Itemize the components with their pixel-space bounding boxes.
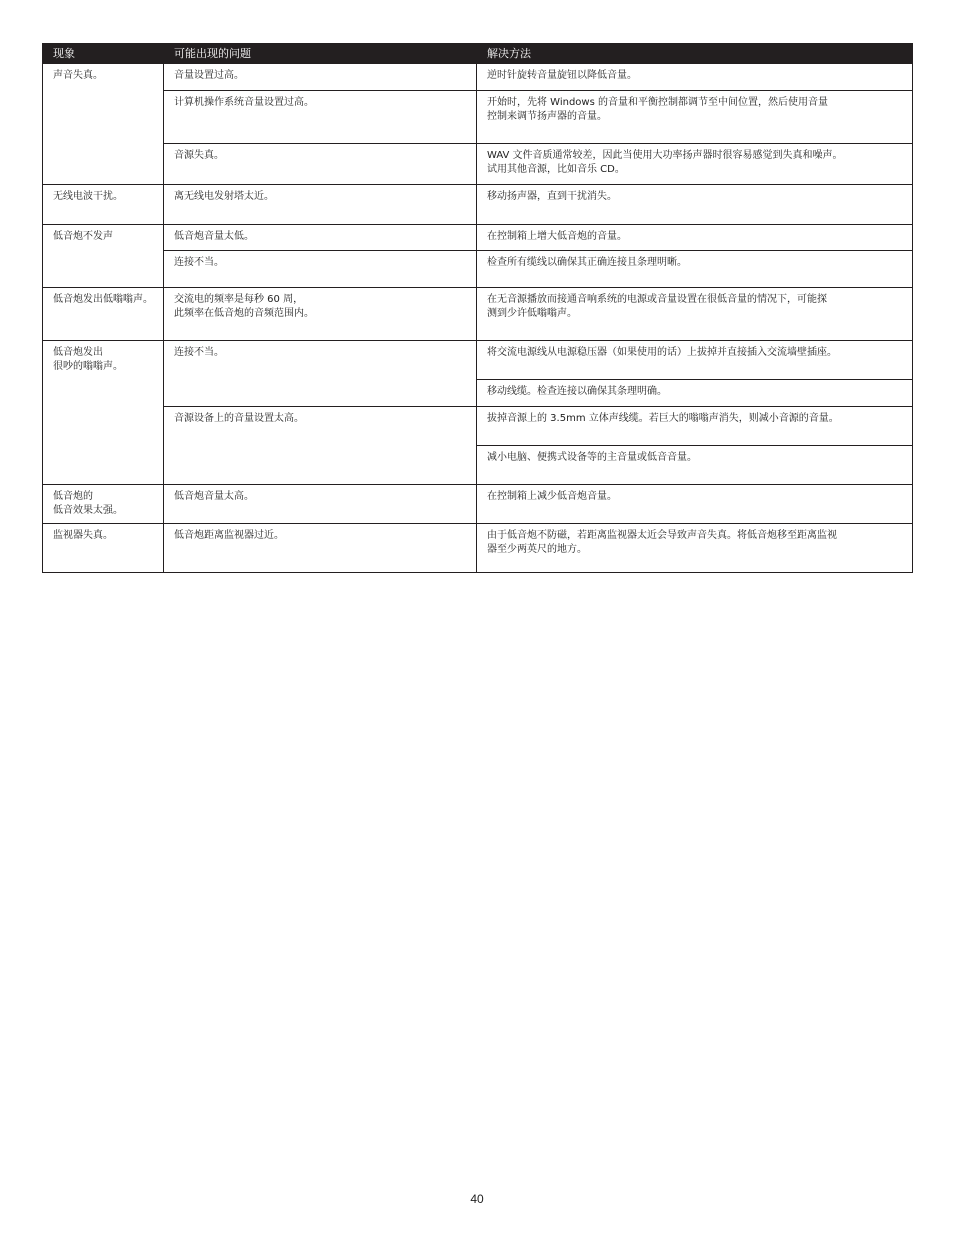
solution-cell: 逆时针旋转音量旋钮以降低音量。 — [477, 64, 913, 91]
table-row — [43, 485, 913, 524]
page-number: 40 — [470, 1192, 484, 1206]
cause-cell: 音量设置过高。 — [164, 64, 477, 91]
cause-cell: 低音炮音量太低。 — [164, 225, 477, 251]
solution-cell: 减小电脑、便携式设备等的主音量或低音音量。 — [477, 446, 913, 485]
solution-cell: WAV 文件音质通常较差，因此当使用大功率扬声器时很容易感觉到失真和噪声。 试用其他音源，比如音乐 CD。 — [477, 144, 913, 185]
table-row — [43, 144, 913, 185]
cause-cell: 音源失真。 — [164, 144, 477, 185]
header-solution: 解决方法 — [477, 43, 913, 64]
cause-cell: 计算机操作系统音量设置过高。 — [164, 91, 477, 144]
cause-cell: 离无线电发射塔太近。 — [164, 185, 477, 225]
cause-cell: 连接不当。 — [164, 341, 477, 407]
table-header-row — [43, 43, 913, 64]
header-possible-problem: 可能出现的问题 — [164, 43, 477, 64]
table-row — [43, 91, 913, 144]
solution-cell: 在控制箱上减少低音炮音量。 — [477, 485, 913, 524]
cause-cell: 低音炮距离监视器过近。 — [164, 524, 477, 573]
symptom-cell: 低音炮发出低嗡嗡声。 — [43, 288, 164, 341]
symptom-cell: 低音炮发出 很吵的嗡嗡声。 — [43, 341, 164, 485]
table-row — [43, 185, 913, 225]
solution-cell: 移动扬声器，直到干扰消失。 — [477, 185, 913, 225]
cause-cell: 音源设备上的音量设置太高。 — [164, 407, 477, 485]
table-row — [43, 407, 913, 446]
solution-cell: 检查所有缆线以确保其正确连接且条理明晰。 — [477, 251, 913, 288]
solution-cell: 拔掉音源上的 3.5mm 立体声线缆。若巨大的嗡嗡声消失，则减小音源的音量。 — [477, 407, 913, 446]
symptom-cell: 无线电波干扰。 — [43, 185, 164, 225]
solution-cell: 由于低音炮不防磁，若距离监视器太近会导致声音失真。将低音炮移至距离监视 器至少两英尺的地方。 — [477, 524, 913, 573]
cause-cell: 连接不当。 — [164, 251, 477, 288]
symptom-cell: 低音炮的 低音效果太强。 — [43, 485, 164, 524]
table-row — [43, 288, 913, 341]
symptom-cell: 低音炮不发声 — [43, 225, 164, 288]
cause-cell: 低音炮音量太高。 — [164, 485, 477, 524]
solution-cell: 开始时，先将 Windows 的音量和平衡控制都调节至中间位置，然后使用音量 控制来调节扬声器的音量。 — [477, 91, 913, 144]
troubleshooting-table — [42, 43, 913, 573]
solution-cell: 在无音源播放而接通音响系统的电源或音量设置在很低音量的情况下，可能探 测到少许低嗡嗡声。 — [477, 288, 913, 341]
table-row — [43, 225, 913, 251]
table-row — [43, 64, 913, 91]
table-row — [43, 251, 913, 288]
symptom-cell: 监视器失真。 — [43, 524, 164, 573]
solution-cell: 移动线缆。检查连接以确保其条理明确。 — [477, 380, 913, 407]
table-row — [43, 341, 913, 380]
header-symptom: 现象 — [43, 43, 164, 64]
solution-cell: 将交流电源线从电源稳压器（如果使用的话）上拔掉并直接插入交流墙壁插座。 — [477, 341, 913, 380]
symptom-cell: 声音失真。 — [43, 64, 164, 185]
solution-cell: 在控制箱上增大低音炮的音量。 — [477, 225, 913, 251]
table-row — [43, 524, 913, 573]
table-body — [43, 64, 913, 573]
cause-cell: 交流电的频率是每秒 60 周， 此频率在低音炮的音频范围内。 — [164, 288, 477, 341]
